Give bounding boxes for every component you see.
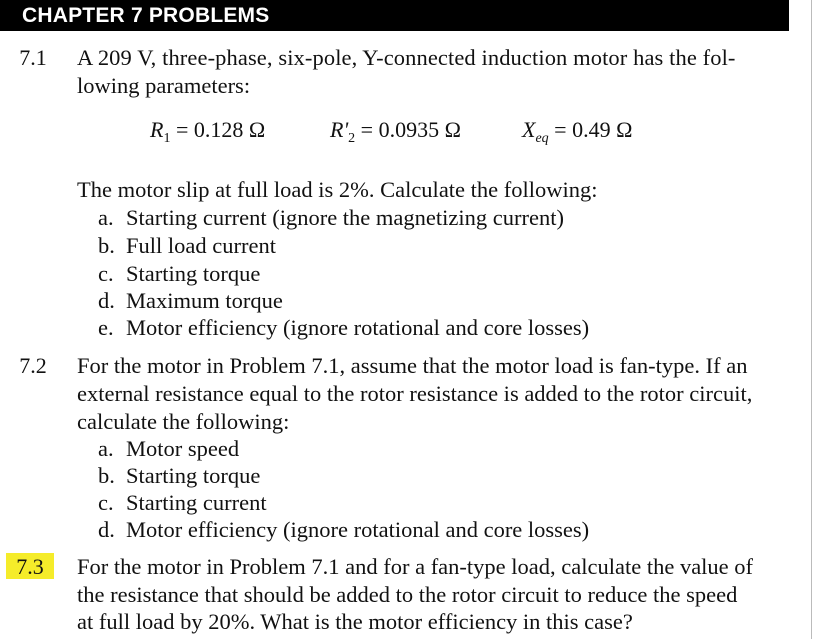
param-xeq-sub: eq — [535, 131, 549, 146]
problem-7-1-instruction: The motor slip at full load is 2%. Calculate the following: — [77, 177, 598, 202]
param-xeq-value: = 0.49 Ω — [554, 117, 633, 142]
problem-number-7-2: 7.2 — [19, 353, 47, 378]
param-r2 — [330, 115, 461, 154]
problem-7-3-line-3: at full load by 20%. What is the motor efficiency in this case? — [77, 609, 633, 634]
problem-7-2-line-3: calculate the following: — [77, 409, 290, 434]
problem-7-3-line-1: For the motor in Problem 7.1 and for a fan-type load, calculate the value of — [77, 554, 754, 579]
problem-7-2-item-c: c. Starting current — [98, 490, 267, 515]
page-edge — [811, 0, 812, 639]
problem-7-1-line-1: A 209 V, three-phase, six-pole, Y-connected induction motor has the fol- — [77, 45, 736, 70]
problem-7-3-line-2: the resistance that should be added to the rotor circuit to reduce the speed — [77, 582, 738, 607]
problem-7-2-item-d: d. Motor efficiency (ignore rotational and core losses) — [98, 517, 590, 542]
problem-7-1-item-c: c. Starting torque — [98, 261, 261, 286]
param-r2-symbol: R' — [330, 117, 349, 142]
problem-7-2-item-b: b. Starting torque — [98, 463, 261, 488]
param-xeq-symbol: X — [522, 117, 536, 142]
chapter-title: CHAPTER 7 PROBLEMS — [22, 4, 270, 27]
problem-number-7-3-highlighted: 7.3 — [6, 553, 54, 579]
problem-7-1-item-b: b. Full load current — [98, 233, 276, 258]
problem-7-1-item-d: d. Maximum torque — [98, 288, 283, 313]
param-r1 — [150, 115, 265, 154]
chapter-header — [0, 0, 789, 31]
problem-7-2-item-a: a. Motor speed — [98, 436, 240, 461]
problem-7-1-item-a: a. Starting current (ignore the magnetizing current) — [98, 205, 564, 230]
param-xeq — [522, 115, 632, 154]
param-r2-value: = 0.0935 Ω — [360, 117, 461, 142]
param-r2-sub: 2 — [348, 131, 356, 146]
param-r1-sub: 1 — [163, 131, 171, 146]
problem-7-1-line-2: lowing parameters: — [77, 73, 251, 98]
problem-number-7-1: 7.1 — [19, 45, 47, 70]
param-r1-symbol: R — [150, 117, 164, 142]
param-r1-value: = 0.128 Ω — [175, 117, 266, 142]
problem-7-2-line-2: external resistance equal to the rotor resistance is added to the rotor circuit, — [77, 381, 753, 406]
problem-7-1-item-e: e. Motor efficiency (ignore rotational and core losses) — [98, 315, 590, 340]
problem-7-2-line-1: For the motor in Problem 7.1, assume that the motor load is fan-type. If an — [77, 353, 748, 378]
